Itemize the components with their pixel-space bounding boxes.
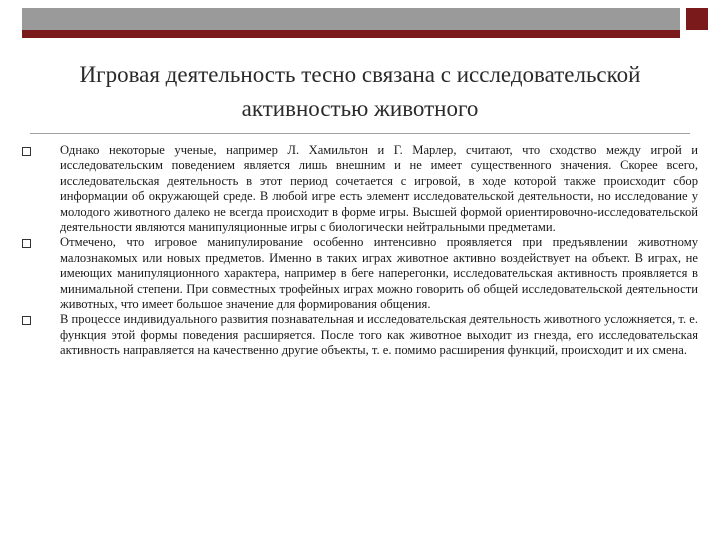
title-divider [30,133,690,134]
header-corner-square [686,8,708,30]
slide-title: Игровая деятельность тесно связана с исследовательской активностью животного [79,62,641,121]
slide-header-decoration [0,0,720,40]
bullet-item [22,143,698,235]
bullet-text: В процессе индивидуального развития познавательная и исследовательская деятельность животного усложняется, т. е. функция этой формы поведения расширяется. После того как животное выходит из гнезда, его исследовательская активность направляется на качественно другие объекты, т. е. помимо расширения функций, происходит и их смена. [60,312,698,358]
square-bullet-icon [22,147,31,156]
slide-body [22,143,698,359]
bullet-text: Однако некоторые ученые, например Л. Хамильтон и Г. Марлер, считают, что сходство между игрой и исследовательским поведением является лишь внешним и не имеет существенного значения. Скорее всего, исследовательская деятельность в этот период сочетается с игровой, в ходе которой также происходит сбор информации об окружающей среде. В любой игре есть элемент исследовательской деятельности, но исследование у молодого животного далеко не всегда происходит в форме игры. Высшей формой ориентировочно-исследовательской деятельности являются манипуляционные игры с биологически нейтральными предметами. [60,143,698,235]
square-bullet-icon [22,316,31,325]
header-red-band [22,30,680,38]
square-bullet-icon [22,239,31,248]
header-gray-band [22,8,680,30]
bullet-text: Отмечено, что игровое манипулирование особенно интенсивно проявляется при предъявлении животному малознакомых или новых предметов. Именно в таких играх животное активно воздействует на объект. В играх, не имеющих манипуляционного характера, например в беге наперегонки, исследовательская активность проявляется в минимальной степени. При совместных трофейных играх можно говорить об общей исследовательской деятельности животных, что имеет большое значение для формирования общения. [60,235,698,312]
bullet-item [22,235,698,312]
header-corner-gap [686,30,708,38]
bullet-item [22,312,698,358]
